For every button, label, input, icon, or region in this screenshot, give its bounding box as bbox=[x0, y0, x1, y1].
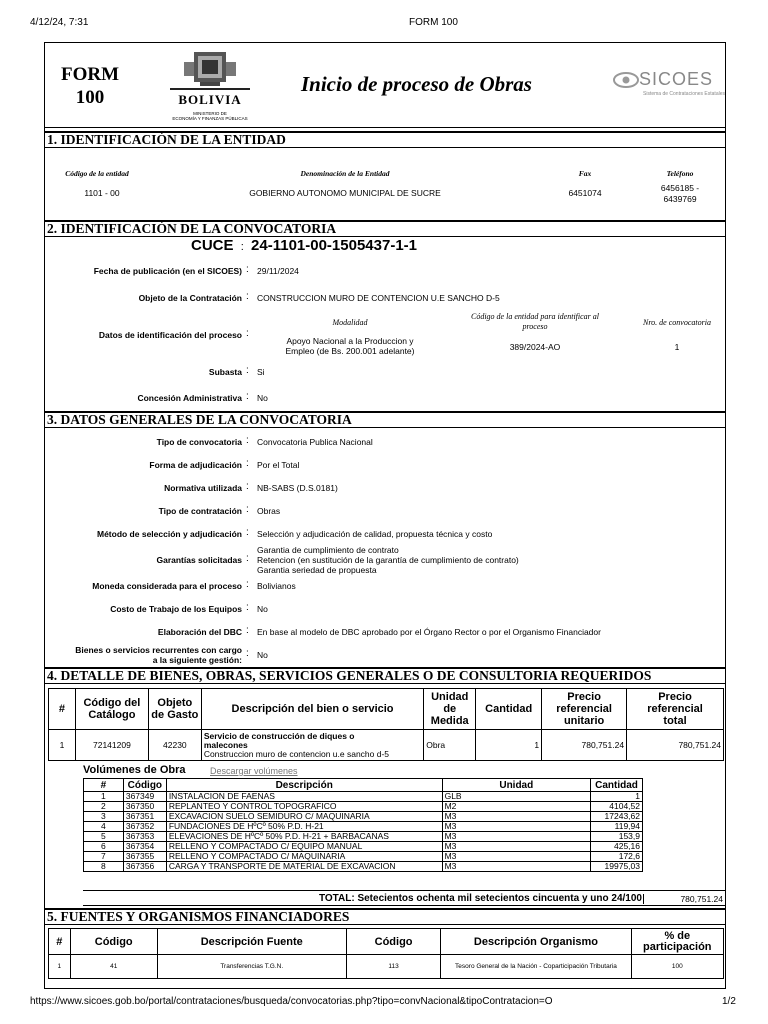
header-codigo-entidad: Código de la entidad bbox=[65, 169, 129, 178]
sicoes-text: SICOES bbox=[639, 69, 714, 89]
bolivia-text: BOLIVIA bbox=[178, 92, 242, 107]
ministerio-line2: ECONOMÍA Y FINANZAS PÚBLICAS bbox=[172, 116, 248, 121]
metodo-seleccion-value: Selección y adjudicación de calidad, propuesta técnica y costo bbox=[257, 529, 493, 539]
print-tab-title: FORM 100 bbox=[409, 17, 458, 28]
detalle-unidad: Obra bbox=[424, 730, 476, 761]
vol-codigo: 367356 bbox=[123, 862, 166, 872]
volumenes-header-row bbox=[84, 779, 643, 792]
detalle-row bbox=[49, 730, 724, 761]
detalle-descripcion-line1: Servicio de construcción de diques o bbox=[203, 730, 355, 741]
nro-convocatoria-value: 1 bbox=[674, 342, 680, 352]
header-telefono: Teléfono bbox=[666, 169, 694, 178]
bienes-recurrentes-label bbox=[75, 645, 242, 665]
total-row bbox=[83, 890, 725, 906]
sicoes-eye-icon bbox=[613, 69, 639, 91]
detalle-header-descripcion bbox=[201, 689, 423, 730]
vol-unidad: GLB bbox=[442, 792, 590, 802]
fecha-value: 29/11/2024 bbox=[257, 266, 299, 276]
detalle-header-codigo-line2: Catálogo bbox=[88, 709, 136, 721]
elaboracion-dbc-label: Elaboración del DBC bbox=[157, 627, 242, 637]
header-nro-convocatoria: Nro. de convocatoria bbox=[643, 318, 711, 327]
detalle-cantidad: 1 bbox=[476, 730, 542, 761]
telefono-value bbox=[648, 183, 712, 205]
bienes-recurrentes-line2: a la siguiente gestión: bbox=[152, 655, 242, 665]
elaboracion-dbc-value: En base al modelo de DBC aprobado por el Órgano Rector o por el Organismo Financiador bbox=[257, 627, 601, 637]
detalle-header-num-text: # bbox=[58, 703, 66, 715]
vol-unidad: M2 bbox=[442, 802, 590, 812]
detalle-header-objeto-line2: de Gasto bbox=[151, 709, 199, 721]
volumenes-header-descripcion: Descripción bbox=[166, 779, 442, 792]
vol-descripcion: ELEVACIONES DE HºCº 50% P.D. H-21 + BARBACANAS bbox=[166, 832, 442, 842]
forma-adjudicacion-value: Por el Total bbox=[257, 460, 300, 470]
vol-codigo: 367353 bbox=[123, 832, 166, 842]
detalle-header-row bbox=[49, 689, 724, 730]
detalle-header-unidad-line3: Medida bbox=[430, 715, 469, 727]
section-2-title: 2. IDENTIFICACIÓN DE LA CONVOCATORIA bbox=[45, 220, 725, 237]
detalle-precio-unitario: 780,751.24 bbox=[542, 730, 627, 761]
form-number bbox=[55, 63, 125, 109]
total-value: 780,751.24 bbox=[643, 894, 723, 904]
section-4-title: 4. DETALLE DE BIENES, OBRAS, SERVICIOS GENERALES O DE CONSULTORIA REQUERIDOS bbox=[45, 667, 725, 684]
header-codigo-proceso-line1: Código de la entidad para identificar al bbox=[471, 312, 599, 321]
table-row bbox=[84, 862, 643, 872]
organismo-descripcion: Tesoro General de la Nación - Coparticipación Tributaria bbox=[441, 955, 631, 979]
bienes-recurrentes-value: No bbox=[257, 650, 268, 660]
bolivia-logo bbox=[160, 48, 260, 124]
fuentes-header-participacion bbox=[631, 929, 723, 955]
fuente-codigo: 41 bbox=[70, 955, 157, 979]
ministerio-text bbox=[160, 111, 260, 121]
modalidad-line2: Empleo (de Bs. 200.001 adelante) bbox=[285, 346, 415, 356]
detalle-num: 1 bbox=[49, 730, 76, 761]
coat-of-arms-icon bbox=[160, 48, 260, 98]
vol-codigo: 367352 bbox=[123, 822, 166, 832]
vol-unidad: M3 bbox=[442, 852, 590, 862]
vol-descripcion: RELLENO Y COMPACTADO C/ MAQUINARIA bbox=[166, 852, 442, 862]
header-codigo-proceso bbox=[440, 312, 630, 332]
vol-cantidad: 19975,03 bbox=[591, 862, 643, 872]
vol-num: 4 bbox=[84, 822, 124, 832]
detalle-header-unidad-line1: Unidad bbox=[431, 691, 469, 703]
detalle-header-pt-line3: total bbox=[663, 715, 687, 727]
table-row bbox=[84, 842, 643, 852]
detalle-objeto: 42230 bbox=[148, 730, 201, 761]
concesion-label: Concesión Administrativa bbox=[137, 393, 242, 403]
tipo-contratacion-label: Tipo de contratación bbox=[158, 506, 242, 516]
vol-cantidad: 17243,62 bbox=[591, 812, 643, 822]
vol-cantidad: 153,9 bbox=[591, 832, 643, 842]
table-row bbox=[84, 822, 643, 832]
fuente-descripcion: Transferencias T.G.N. bbox=[157, 955, 346, 979]
tipo-contratacion-value: Obras bbox=[257, 506, 281, 516]
section-1-title: 1. IDENTIFICACIÓN DE LA ENTIDAD bbox=[45, 131, 725, 148]
denominacion-value: GOBIERNO AUTONOMO MUNICIPAL DE SUCRE bbox=[249, 188, 441, 198]
vol-cantidad: 4104,52 bbox=[591, 802, 643, 812]
section-3-title: 3. DATOS GENERALES DE LA CONVOCATORIA bbox=[45, 411, 725, 428]
vol-num: 1 bbox=[84, 792, 124, 802]
detalle-descripcion-line2: malecones bbox=[203, 739, 248, 750]
vol-num: 3 bbox=[84, 812, 124, 822]
garantia-line3: Garantia seriedad de propuesta bbox=[257, 565, 377, 575]
objeto-label: Objeto de la Contratación bbox=[138, 293, 242, 303]
modalidad-line1: Apoyo Nacional a la Produccion y bbox=[286, 336, 414, 346]
fuentes-header-num: # bbox=[49, 929, 71, 955]
vol-codigo: 367350 bbox=[123, 802, 166, 812]
vol-cantidad: 172,6 bbox=[591, 852, 643, 862]
fax-value: 6451074 bbox=[568, 188, 602, 198]
codigo-proceso-value: 389/2024-AO bbox=[509, 342, 561, 352]
normativa-value: NB-SABS (D.S.0181) bbox=[257, 483, 338, 493]
tipo-convocatoria-label: Tipo de convocatoria bbox=[156, 437, 242, 447]
volumenes-title: Volúmenes de Obra bbox=[83, 764, 186, 776]
detalle-codigo: 72141209 bbox=[75, 730, 148, 761]
bienes-recurrentes-line1: Bienes o servicios recurrentes con cargo bbox=[75, 645, 242, 655]
vol-cantidad: 119,94 bbox=[591, 822, 643, 832]
objeto-value: CONSTRUCCION MURO DE CONTENCION U.E SANCHO D-5 bbox=[257, 293, 500, 303]
datos-label: Datos de identificación del proceso bbox=[98, 330, 242, 340]
detalle-header-descripcion-text: Descripción del bien o servicio bbox=[231, 703, 394, 715]
vol-num: 6 bbox=[84, 842, 124, 852]
detalle-header-num bbox=[49, 689, 76, 730]
vol-descripcion: EXCAVACION SUELO SEMIDURO C/ MAQUINARIA bbox=[166, 812, 442, 822]
vol-descripcion: INSTALACION DE FAENAS bbox=[166, 792, 442, 802]
detalle-header-objeto bbox=[148, 689, 201, 730]
detalle-header-pt-line2: referencial bbox=[647, 703, 703, 715]
detalle-header-pu-line2: referencial bbox=[556, 703, 612, 715]
vol-cantidad: 1 bbox=[591, 792, 643, 802]
fuentes-table bbox=[48, 928, 724, 979]
vol-descripcion: REPLANTEO Y CONTROL TOPOGRAFICO bbox=[166, 802, 442, 812]
detalle-descripcion-line3: Construccion muro de contencion u.e sancho d-5 bbox=[203, 748, 390, 759]
sicoes-subtitle: Sistema de Contrataciones Estatales bbox=[643, 91, 725, 97]
vol-codigo: 367349 bbox=[123, 792, 166, 802]
garantias-value bbox=[257, 545, 519, 575]
detalle-header-precio-total bbox=[627, 689, 724, 730]
section-5-title: 5. FUENTES Y ORGANISMOS FINANCIADORES bbox=[45, 908, 725, 925]
modalidad-value bbox=[262, 336, 438, 356]
print-page-number: 1/2 bbox=[722, 996, 736, 1007]
garantia-line1: Garantia de cumplimiento de contrato bbox=[257, 545, 399, 555]
detalle-header-cantidad bbox=[476, 689, 542, 730]
fuentes-header-pct-line1: % de bbox=[664, 929, 691, 942]
subasta-value: Si bbox=[257, 367, 265, 377]
header-codigo-proceso-line2: proceso bbox=[522, 322, 548, 331]
detalle-header-codigo bbox=[75, 689, 148, 730]
detalle-header-cantidad-text: Cantidad bbox=[485, 703, 533, 715]
fuentes-header-codigo: Código bbox=[70, 929, 157, 955]
table-row bbox=[84, 812, 643, 822]
metodo-seleccion-label: Método de selección y adjudicación bbox=[96, 529, 242, 539]
detalle-header-pu-line3: unitario bbox=[563, 715, 605, 727]
moneda-label: Moneda considerada para el proceso bbox=[92, 581, 242, 591]
volumenes-header-unidad: Unidad bbox=[442, 779, 590, 792]
vol-unidad: M3 bbox=[442, 812, 590, 822]
volumenes-header-codigo: Código bbox=[123, 779, 166, 792]
fuentes-header-codigo-organismo: Código bbox=[346, 929, 441, 955]
subasta-label: Subasta bbox=[208, 367, 242, 377]
form-header bbox=[44, 42, 726, 128]
telefono-line2: 6439769 bbox=[663, 194, 697, 204]
detalle-header-unidad-line2: de bbox=[443, 703, 457, 715]
table-row bbox=[84, 832, 643, 842]
fuente-num: 1 bbox=[49, 955, 71, 979]
ministerio-line1: MINISTERIO DE bbox=[193, 111, 227, 116]
volumenes-header-num: # bbox=[84, 779, 124, 792]
detalle-header-unidad bbox=[424, 689, 476, 730]
page-title: Inicio de proceso de Obras bbox=[301, 72, 532, 96]
detalle-header-codigo-line1: Código del bbox=[83, 697, 141, 709]
volumenes-header-cantidad: Cantidad bbox=[591, 779, 643, 792]
volumenes-table bbox=[83, 778, 643, 872]
detalle-descripcion bbox=[201, 730, 423, 761]
costo-equipos-label: Costo de Trabajo de los Equipos bbox=[110, 604, 242, 614]
header-fax: Fax bbox=[578, 169, 592, 178]
detalle-table bbox=[48, 688, 724, 761]
descargar-volumenes-link[interactable]: Descargar volúmenes bbox=[210, 766, 298, 776]
fecha-label: Fecha de publicación (en el SICOES) bbox=[93, 266, 242, 276]
table-row bbox=[84, 852, 643, 862]
moneda-value: Bolivianos bbox=[257, 581, 296, 591]
organismo-codigo: 113 bbox=[346, 955, 441, 979]
cuce-row: CUCE : 24-1101-00-1505437-1-1 bbox=[191, 237, 417, 254]
detalle-header-precio-unitario bbox=[542, 689, 627, 730]
print-datetime: 4/12/24, 7:31 bbox=[30, 17, 89, 28]
print-url: https://www.sicoes.gob.bo/portal/contrataciones/busqueda/convocatorias.php?tipo=convNacional&tipoContratacion=O bbox=[30, 996, 553, 1007]
table-row bbox=[84, 792, 643, 802]
header-denominacion: Denominación de la Entidad bbox=[300, 169, 390, 178]
header-modalidad: Modalidad bbox=[332, 318, 368, 327]
garantias-label: Garantías solicitadas bbox=[156, 555, 242, 565]
vol-num: 5 bbox=[84, 832, 124, 842]
vol-num: 2 bbox=[84, 802, 124, 812]
cuce-value: 24-1101-00-1505437-1-1 bbox=[251, 237, 417, 254]
participacion-value: 100 bbox=[631, 955, 723, 979]
telefono-line1: 6456185 - bbox=[660, 183, 700, 193]
vol-unidad: M3 bbox=[442, 842, 590, 852]
vol-num: 8 bbox=[84, 862, 124, 872]
tipo-convocatoria-value: Convocatoria Publica Nacional bbox=[257, 437, 373, 447]
vol-descripcion: CARGA Y TRANSPORTE DE MATERIAL DE EXCAVACION bbox=[166, 862, 442, 872]
forma-adjudicacion-label: Forma de adjudicación bbox=[149, 460, 242, 470]
total-label: TOTAL: Setecientos ochenta mil setecientos cincuenta y uno 24/100 bbox=[318, 893, 642, 904]
detalle-header-objeto-line1: Objeto bbox=[157, 697, 193, 709]
vol-num: 7 bbox=[84, 852, 124, 862]
vol-descripcion: RELLENO Y COMPACTADO C/ EQUIPO MANUAL bbox=[166, 842, 442, 852]
vol-codigo: 367355 bbox=[123, 852, 166, 862]
codigo-entidad-value: 1101 - 00 bbox=[84, 188, 120, 198]
form-label: FORM bbox=[60, 64, 120, 85]
detalle-precio-total: 780,751.24 bbox=[627, 730, 724, 761]
detalle-header-pu-line1: Precio bbox=[567, 691, 601, 703]
normativa-label: Normativa utilizada bbox=[164, 483, 242, 493]
vol-descripcion: FUNDACIONES DE HºCº 50% P.D. H-21 bbox=[166, 822, 442, 832]
fuentes-row bbox=[49, 955, 724, 979]
fuentes-header-fuente: Descripción Fuente bbox=[157, 929, 346, 955]
vol-unidad: M3 bbox=[442, 832, 590, 842]
vol-codigo: 367354 bbox=[123, 842, 166, 852]
vol-cantidad: 425,16 bbox=[591, 842, 643, 852]
fuentes-header-pct-line2: participación bbox=[643, 940, 712, 953]
fuentes-header-row bbox=[49, 929, 724, 955]
concesion-value: No bbox=[257, 393, 268, 403]
vol-unidad: M3 bbox=[442, 822, 590, 832]
costo-equipos-value: No bbox=[257, 604, 268, 614]
table-row bbox=[84, 802, 643, 812]
form-code: 100 bbox=[75, 87, 105, 108]
vol-codigo: 367351 bbox=[123, 812, 166, 822]
fuentes-header-organismo: Descripción Organismo bbox=[441, 929, 631, 955]
garantia-line2: Retencion (en sustitución de la garantía de cumplimiento de contrato) bbox=[257, 555, 519, 565]
detalle-header-pt-line1: Precio bbox=[658, 691, 692, 703]
vol-unidad: M3 bbox=[442, 862, 590, 872]
cuce-label: CUCE bbox=[191, 237, 234, 254]
